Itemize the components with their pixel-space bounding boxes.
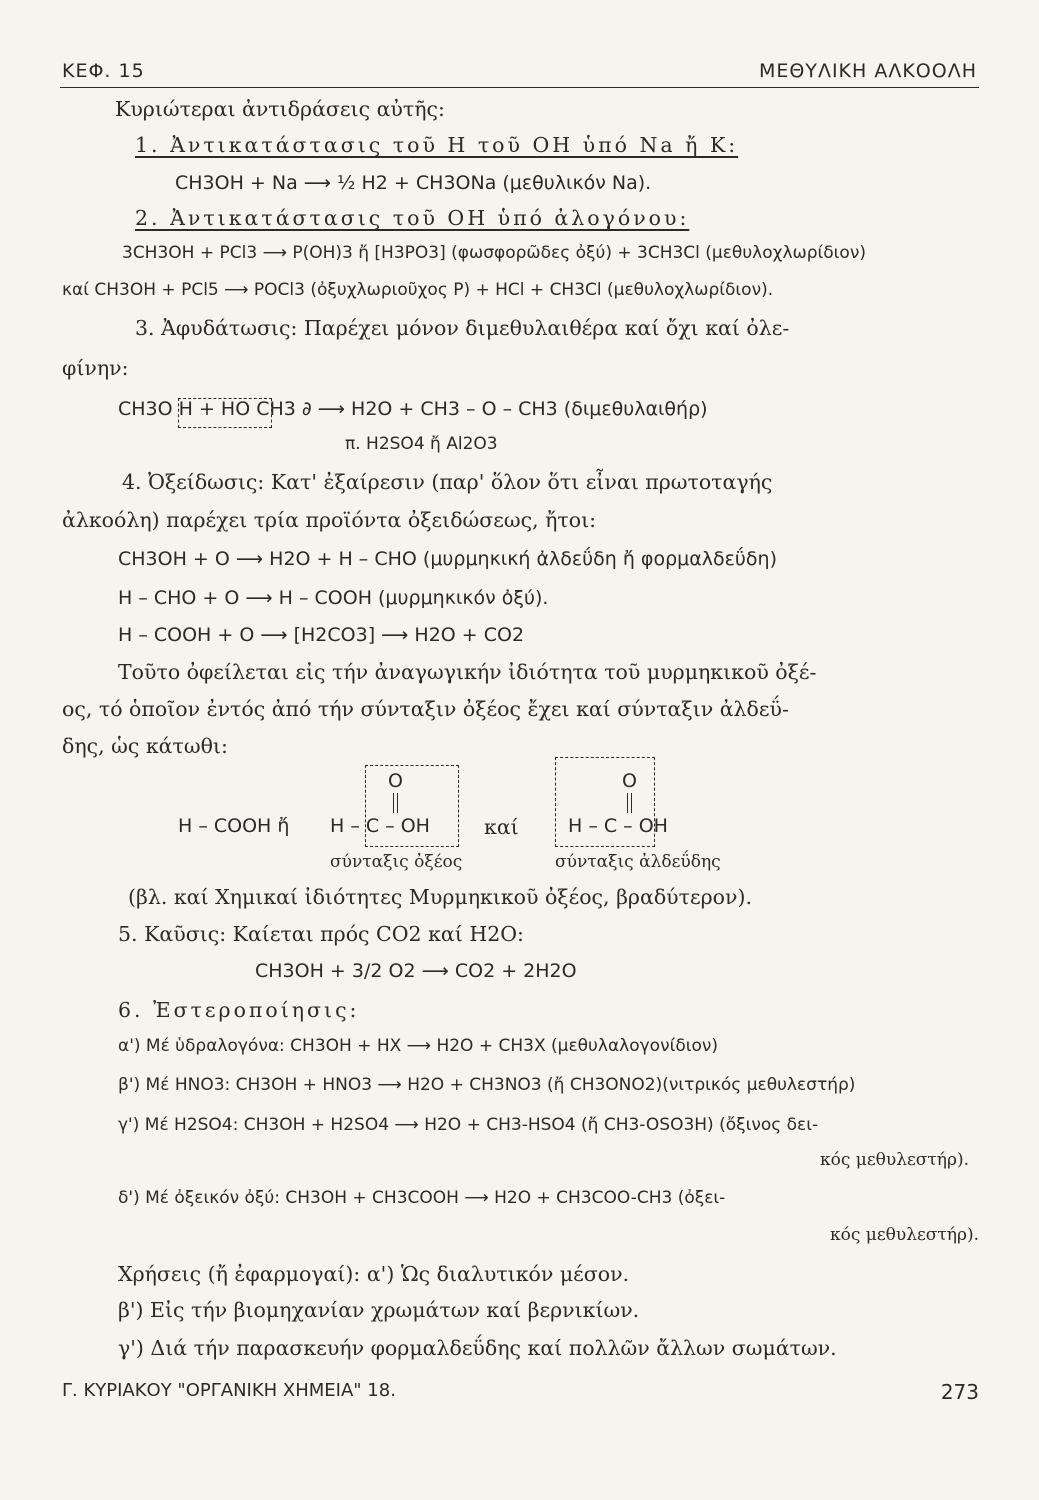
uses-item-b: β') Εἰς τήν βιομηχανίαν χρωμάτων καί βερνικίων. <box>118 1298 640 1322</box>
esterification-d: δ') Μέ ὀξεικόν ὀξύ: CH3OH + CH3COOH ⟶ H2O + CH3COO-CH3 (ὀξει- <box>118 1188 726 1208</box>
explanation-line-3: δης, ὡς κάτωθι: <box>62 734 228 758</box>
combustion-equation: CH3OH + 3/2 O2 ⟶ CO2 + 2H2O <box>255 960 577 982</box>
oxidation-equation-1: CH3OH + O ⟶ H2O + H – CHO (μυρμηκική ἀλδεΰδη ἤ φορμαλδεΰδη) <box>118 548 777 570</box>
explanation-line-1: Τοῦτο ὀφείλεται εἰς τήν ἀναγωγικήν ἰδιότητα τοῦ μυρμηκικοῦ ὀξέ- <box>118 660 817 684</box>
header-rule <box>60 87 979 88</box>
formic-acid-formula: H – COOH ἤ <box>178 815 290 837</box>
esterification-b: β') Μέ HNO3: CH3OH + HNO3 ⟶ H2O + CH3NO3 (ἤ CH3ONO2)(νιτρικός μεθυλεστήρ) <box>118 1075 856 1095</box>
oxidation-equation-3: H – COOH + O ⟶ [H2CO3] ⟶ H2O + CO2 <box>118 624 525 646</box>
esterification-c-continuation: κός μεθυλεστήρ). <box>820 1150 970 1170</box>
aldehyde-caption: σύνταξις ἀλδεΰδης <box>555 852 721 872</box>
dehydration-catalyst: π. H2SO4 ἤ Al2O3 <box>345 434 498 454</box>
reaction-5-heading: 5. Καῦσις: Καίεται πρός CO2 καί H2O: <box>118 922 524 946</box>
uses-heading: Χρήσεις (ἤ ἐφαρμογαί): α') Ὡς διαλυτικόν μέσον. <box>118 1262 630 1286</box>
acid-caption: σύνταξις ὀξέος <box>330 852 463 872</box>
oxidation-equation-2: H – CHO + O ⟶ H – COOH (μυρμηκικόν ὀξύ). <box>118 587 549 609</box>
reaction-1-equation: CH3OH + Na ⟶ ½ H2 + CH3ONa (μεθυλικόν Na). <box>175 172 652 194</box>
chapter-title: ΜΕΘΥΛΙΚΗ ΑΛΚΟΟΛΗ <box>759 60 977 82</box>
page-number: 273 <box>940 1380 979 1404</box>
uses-item-c: γ') Διά τήν παρασκευήν φορμαλδεΰδης καί πολλῶν ἄλλων σωμάτων. <box>118 1336 837 1360</box>
acid-oxygen: O <box>388 770 403 792</box>
esterification-d-continuation: κός μεθυλεστήρ). <box>830 1225 980 1245</box>
reaction-2-equation-a: 3CH3OH + PCl3 ⟶ P(OH)3 ἤ [H3PO3] (φωσφορῶδες ὀξύ) + 3CH3Cl (μεθυλοχλωρίδιον) <box>122 243 866 263</box>
reaction-6-heading: 6. Ἐστεροποίησις: <box>118 998 360 1022</box>
esterification-c: γ') Μέ H2SO4: CH3OH + H2SO4 ⟶ H2O + CH3-HSO4 (ἤ CH3-OSO3H) (ὄξινος δει- <box>118 1115 819 1135</box>
reaction-3-continuation: φίνην: <box>62 356 129 380</box>
acid-double-bond <box>393 793 398 813</box>
and-word: καί <box>484 815 519 839</box>
explanation-line-2: ος, τό ὁποῖον ἐντός ἀπό τήν σύνταξιν ὀξέος ἔχει καί σύνταξιν ἀλδεΰ- <box>62 697 789 721</box>
reaction-4-heading: 4. Ὀξείδωσις: Κατ' ἐξαίρεσιν (παρ' ὅλον ὅτι εἶναι πρωτοταγής <box>122 470 773 494</box>
reaction-2-equation-b: καί CH3OH + PCl5 ⟶ POCl3 (ὀξυχλωριοῦχος P) + HCl + CH3Cl (μεθυλοχλωρίδιον). <box>62 280 774 300</box>
esterification-a: α') Μέ ὑδραλογόνα: CH3OH + HX ⟶ H2O + CH3X (μεθυλαλογονίδιον) <box>118 1036 719 1056</box>
aldehyde-structure: H – C – OH <box>568 815 668 837</box>
reaction-3-heading: 3. Ἀφυδάτωσις: Παρέχει μόνον διμεθυλαιθέρα καί ὄχι καί ὀλε- <box>135 316 790 340</box>
intro-line: Κυριώτεραι ἀντιδράσεις αὐτῆς: <box>115 97 445 121</box>
dehydration-water-box <box>178 398 272 428</box>
dehydration-equation: CH3O H + HO CH3 ∂ ⟶ H2O + CH3 – O – CH3 (διμεθυλαιθήρ) <box>118 398 708 420</box>
reaction-2-heading: 2. Ἀντικατάστασις τοῦ ΟΗ ὑπό ἀλογόνου: <box>135 206 690 230</box>
reaction-1-heading: 1. Ἀντικατάστασις τοῦ Η τοῦ ΟΗ ὑπό Na ἤ K: <box>135 133 739 157</box>
reference-note: (βλ. καί Χημικαί ἰδιότητες Μυρμηκικοῦ ὀξέος, βραδύτερον). <box>128 885 752 909</box>
aldehyde-oxygen: O <box>622 770 637 792</box>
acid-structure: H – C – OH <box>330 815 430 837</box>
aldehyde-double-bond <box>627 793 632 813</box>
reaction-4-continuation: ἀλκοόλη) παρέχει τρία προϊόντα ὀξειδώσεως, ἤτοι: <box>62 508 597 532</box>
chapter-label: ΚΕΦ. 15 <box>62 60 145 82</box>
footer-book-title: Γ. ΚΥΡΙΑΚΟΥ "ΟΡΓΑΝΙΚΗ ΧΗΜΕΙΑ" 18. <box>62 1380 396 1401</box>
